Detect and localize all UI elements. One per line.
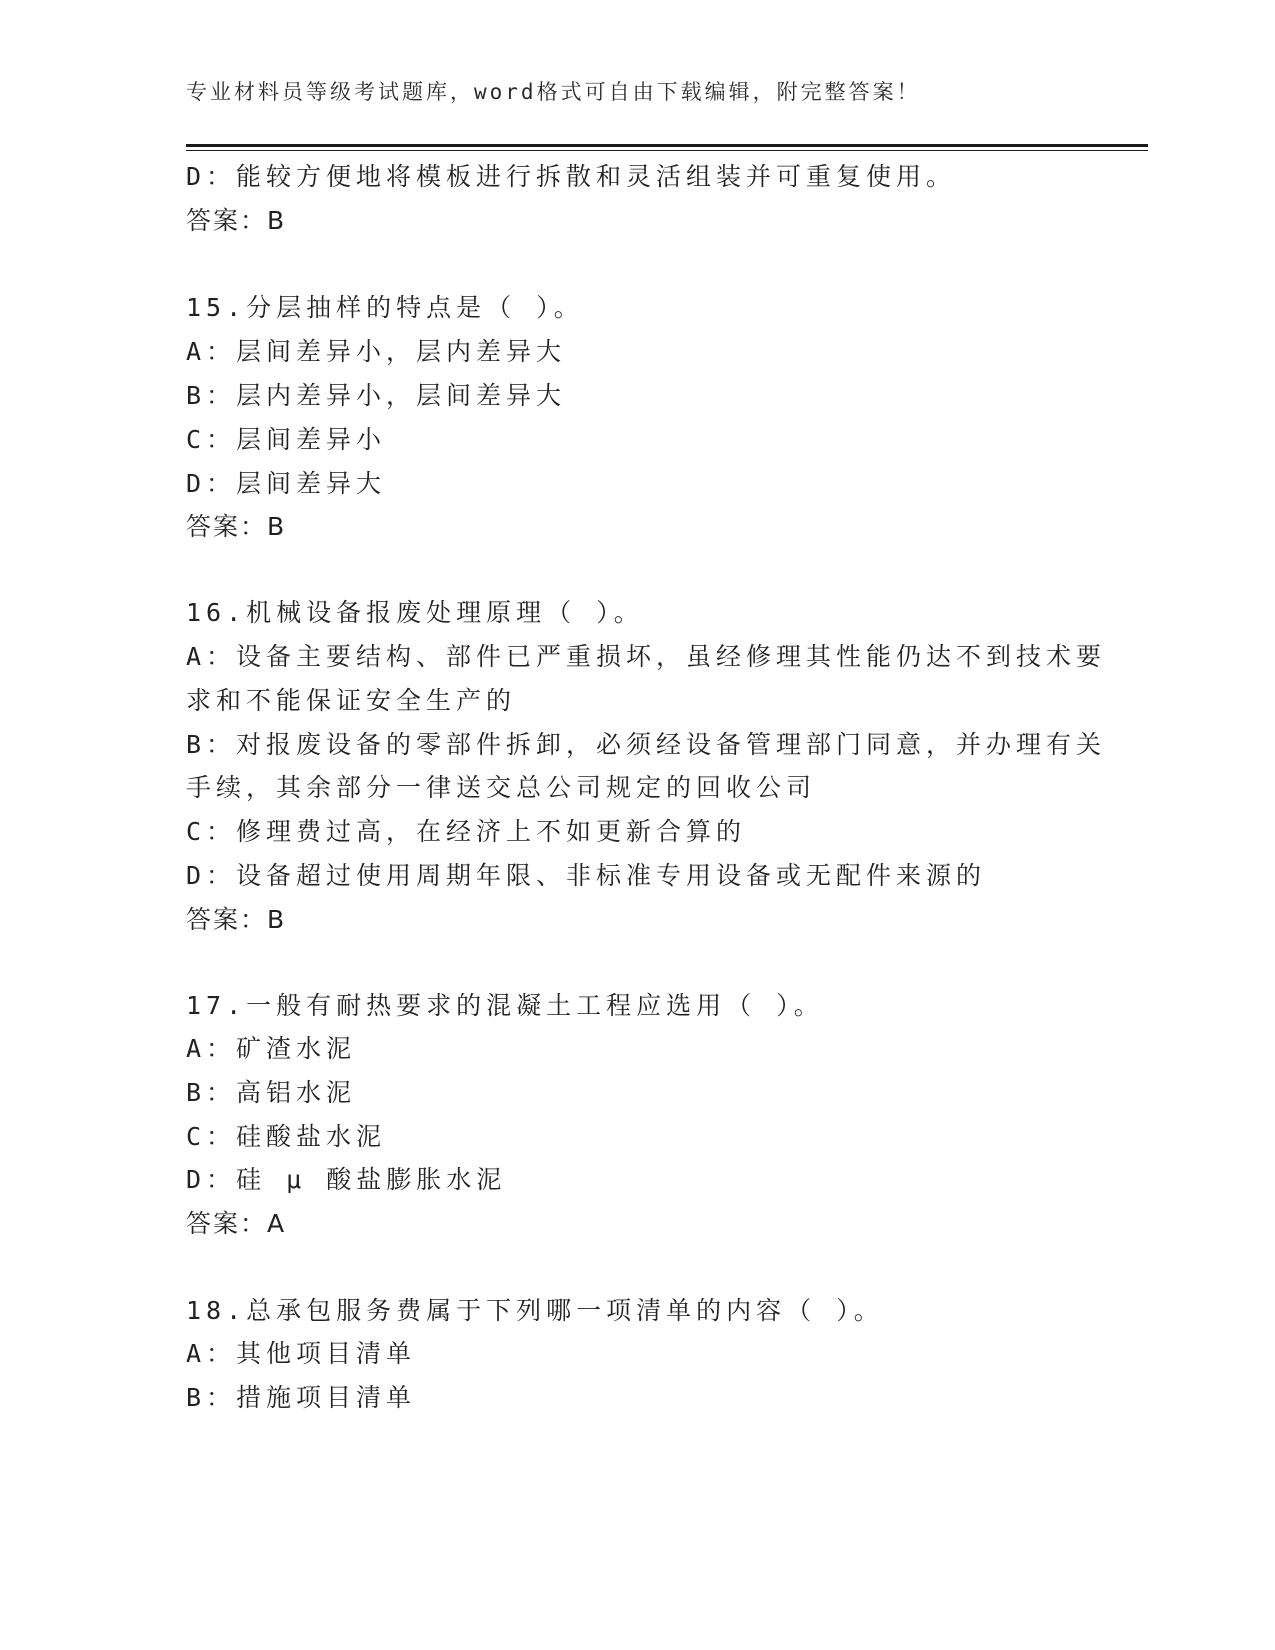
q15-option-c: C：层间差异小 (186, 425, 387, 454)
q16-stem: 16.机械设备报废处理原理（ ）。 (186, 598, 644, 627)
q16-option-a-line2: 求和不能保证安全生产的 (186, 686, 517, 715)
q15-option-b: B：层内差异小，层间差异大 (186, 381, 567, 410)
q15-answer: 答案：B (186, 512, 287, 541)
q17-option-d: D：硅 μ 酸盐膨胀水泥 (186, 1165, 507, 1194)
q18-option-a: A：其他项目清单 (186, 1339, 417, 1368)
q17-answer: 答案：A (186, 1209, 287, 1238)
q15-stem: 15.分层抽样的特点是（ ）。 (186, 293, 584, 322)
page-header: 专业材料员等级考试题库，word格式可自由下载编辑，附完整答案！ (186, 80, 921, 104)
q17-option-c: C：硅酸盐水泥 (186, 1122, 387, 1151)
q15-option-a: A：层间差异小，层内差异大 (186, 337, 567, 366)
q17-stem: 17.一般有耐热要求的混凝土工程应选用（ ）。 (186, 991, 824, 1020)
q16-option-b-line2: 手续，其余部分一律送交总公司规定的回收公司 (186, 773, 817, 802)
q17-option-b: B：高铝水泥 (186, 1078, 357, 1107)
q17-option-a: A：矿渣水泥 (186, 1034, 357, 1063)
q16-option-b-line1: B：对报废设备的零部件拆卸，必须经设备管理部门同意，并办理有关 (186, 730, 1107, 759)
q16-option-a-line1: A：设备主要结构、部件已严重损坏，虽经修理其性能仍达不到技术要 (186, 642, 1107, 671)
header-rule-thin (186, 150, 1148, 151)
prev-answer: 答案：B (186, 206, 287, 235)
q18-option-b: B：措施项目清单 (186, 1383, 417, 1412)
prev-option-d: D：能较方便地将模板进行拆散和灵活组装并可重复使用。 (186, 162, 957, 191)
header-rule-thick (186, 144, 1148, 147)
q15-option-d: D：层间差异大 (186, 469, 387, 498)
q16-option-d: D：设备超过使用周期年限、非标准专用设备或无配件来源的 (186, 861, 987, 890)
q16-option-c: C：修理费过高，在经济上不如更新合算的 (186, 817, 747, 846)
q18-stem: 18.总承包服务费属于下列哪一项清单的内容（ ）。 (186, 1296, 884, 1325)
q16-answer: 答案：B (186, 905, 287, 934)
